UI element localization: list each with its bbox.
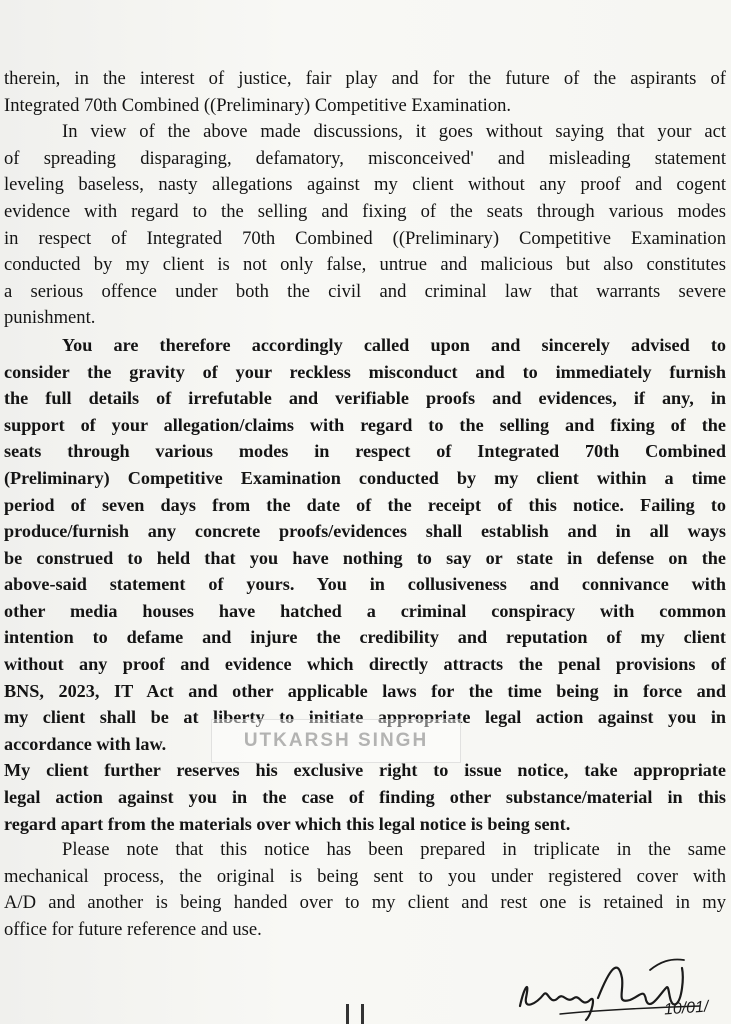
letter-line: mechanical process, the original is being sent to you under registered cover with: [4, 865, 726, 887]
letter-line: a serious offence under both the civil and criminal law that warrants severe: [4, 280, 726, 302]
letter-line: consider the gravity of your reckless misconduct and to immediately furnish: [4, 361, 726, 382]
letter-line: my client shall be at liberty to initiate appropriate legal action against you in: [4, 707, 726, 728]
letter-line: support of your allegation/claims with regard to the selling and fixing of the: [4, 414, 726, 435]
letter-line: produce/furnish any concrete proofs/evidences shall establish and in all ways: [4, 521, 726, 542]
letter-line: regard apart from the materials over which this legal notice is being sent.: [4, 813, 571, 834]
letter-line: BNS, 2023, IT Act and other applicable laws for the time being in force and: [4, 680, 726, 701]
letter-line: without any proof and evidence which directly attracts the penal provisions of: [4, 654, 726, 675]
page-edge-mark: [346, 1004, 364, 1024]
letter-line: leveling baseless, nasty allegations against my client without any proof and cogent: [4, 174, 726, 196]
signature-date: 10/01/: [663, 998, 709, 1019]
letter-line: seats through various modes in respect of Integrated 70th Combined: [4, 441, 726, 462]
letter-line: My client further reserves his exclusive right to issue notice, take appropriate: [4, 760, 726, 781]
letter-line: be construed to held that you have nothing to say or state in defense on the: [4, 547, 726, 568]
letter-line: of spreading disparaging, defamatory, misconceived' and misleading statement: [4, 147, 726, 169]
letter-line: above-said statement of yours. You in collusiveness and connivance with: [4, 574, 726, 595]
letter-line: A/D and another is being handed over to my client and rest one is retained in my: [4, 892, 726, 914]
letter-line: legal action against you in the case of finding other substance/material in this: [4, 787, 726, 808]
letter-line: the full details of irrefutable and verifiable proofs and evidences, if any, in: [4, 388, 726, 409]
letter-line: punishment.: [4, 307, 96, 329]
letter-line: evidence with regard to the selling and fixing of the seats through various modes: [4, 200, 726, 222]
letter-line: (Preliminary) Competitive Examination conducted by my client within a time: [4, 467, 726, 488]
letter-line: intention to defame and injure the credibility and reputation of my client: [4, 627, 726, 648]
letter-body: [4, 66, 726, 944]
letter-line: other media houses have hatched a criminal conspiracy with common: [4, 600, 726, 621]
letter-line: In view of the above made discussions, it goes without saying that your act: [62, 121, 726, 143]
letter-line: Please note that this notice has been prepared in triplicate in the same: [62, 839, 726, 861]
letter-line: therein, in the interest of justice, fair play and for the future of the aspirants of: [4, 68, 726, 89]
letter-line: accordance with law.: [4, 733, 167, 754]
letter-line: Integrated 70th Combined ((Preliminary) Competitive Examination.: [4, 94, 512, 116]
watermark: UTKARSH SINGH: [211, 719, 461, 763]
letter-line: in respect of Integrated 70th Combined ((Preliminary) Competitive Examination: [4, 227, 726, 249]
letter-line: period of seven days from the date of the receipt of this notice. Failing to: [4, 494, 726, 515]
letter-line: office for future reference and use.: [4, 919, 262, 940]
letter-line: conducted by my client is not only false, untrue and malicious but also constitutes: [4, 254, 726, 276]
letter-line: You are therefore accordingly called upon and sincerely advised to: [62, 334, 726, 355]
